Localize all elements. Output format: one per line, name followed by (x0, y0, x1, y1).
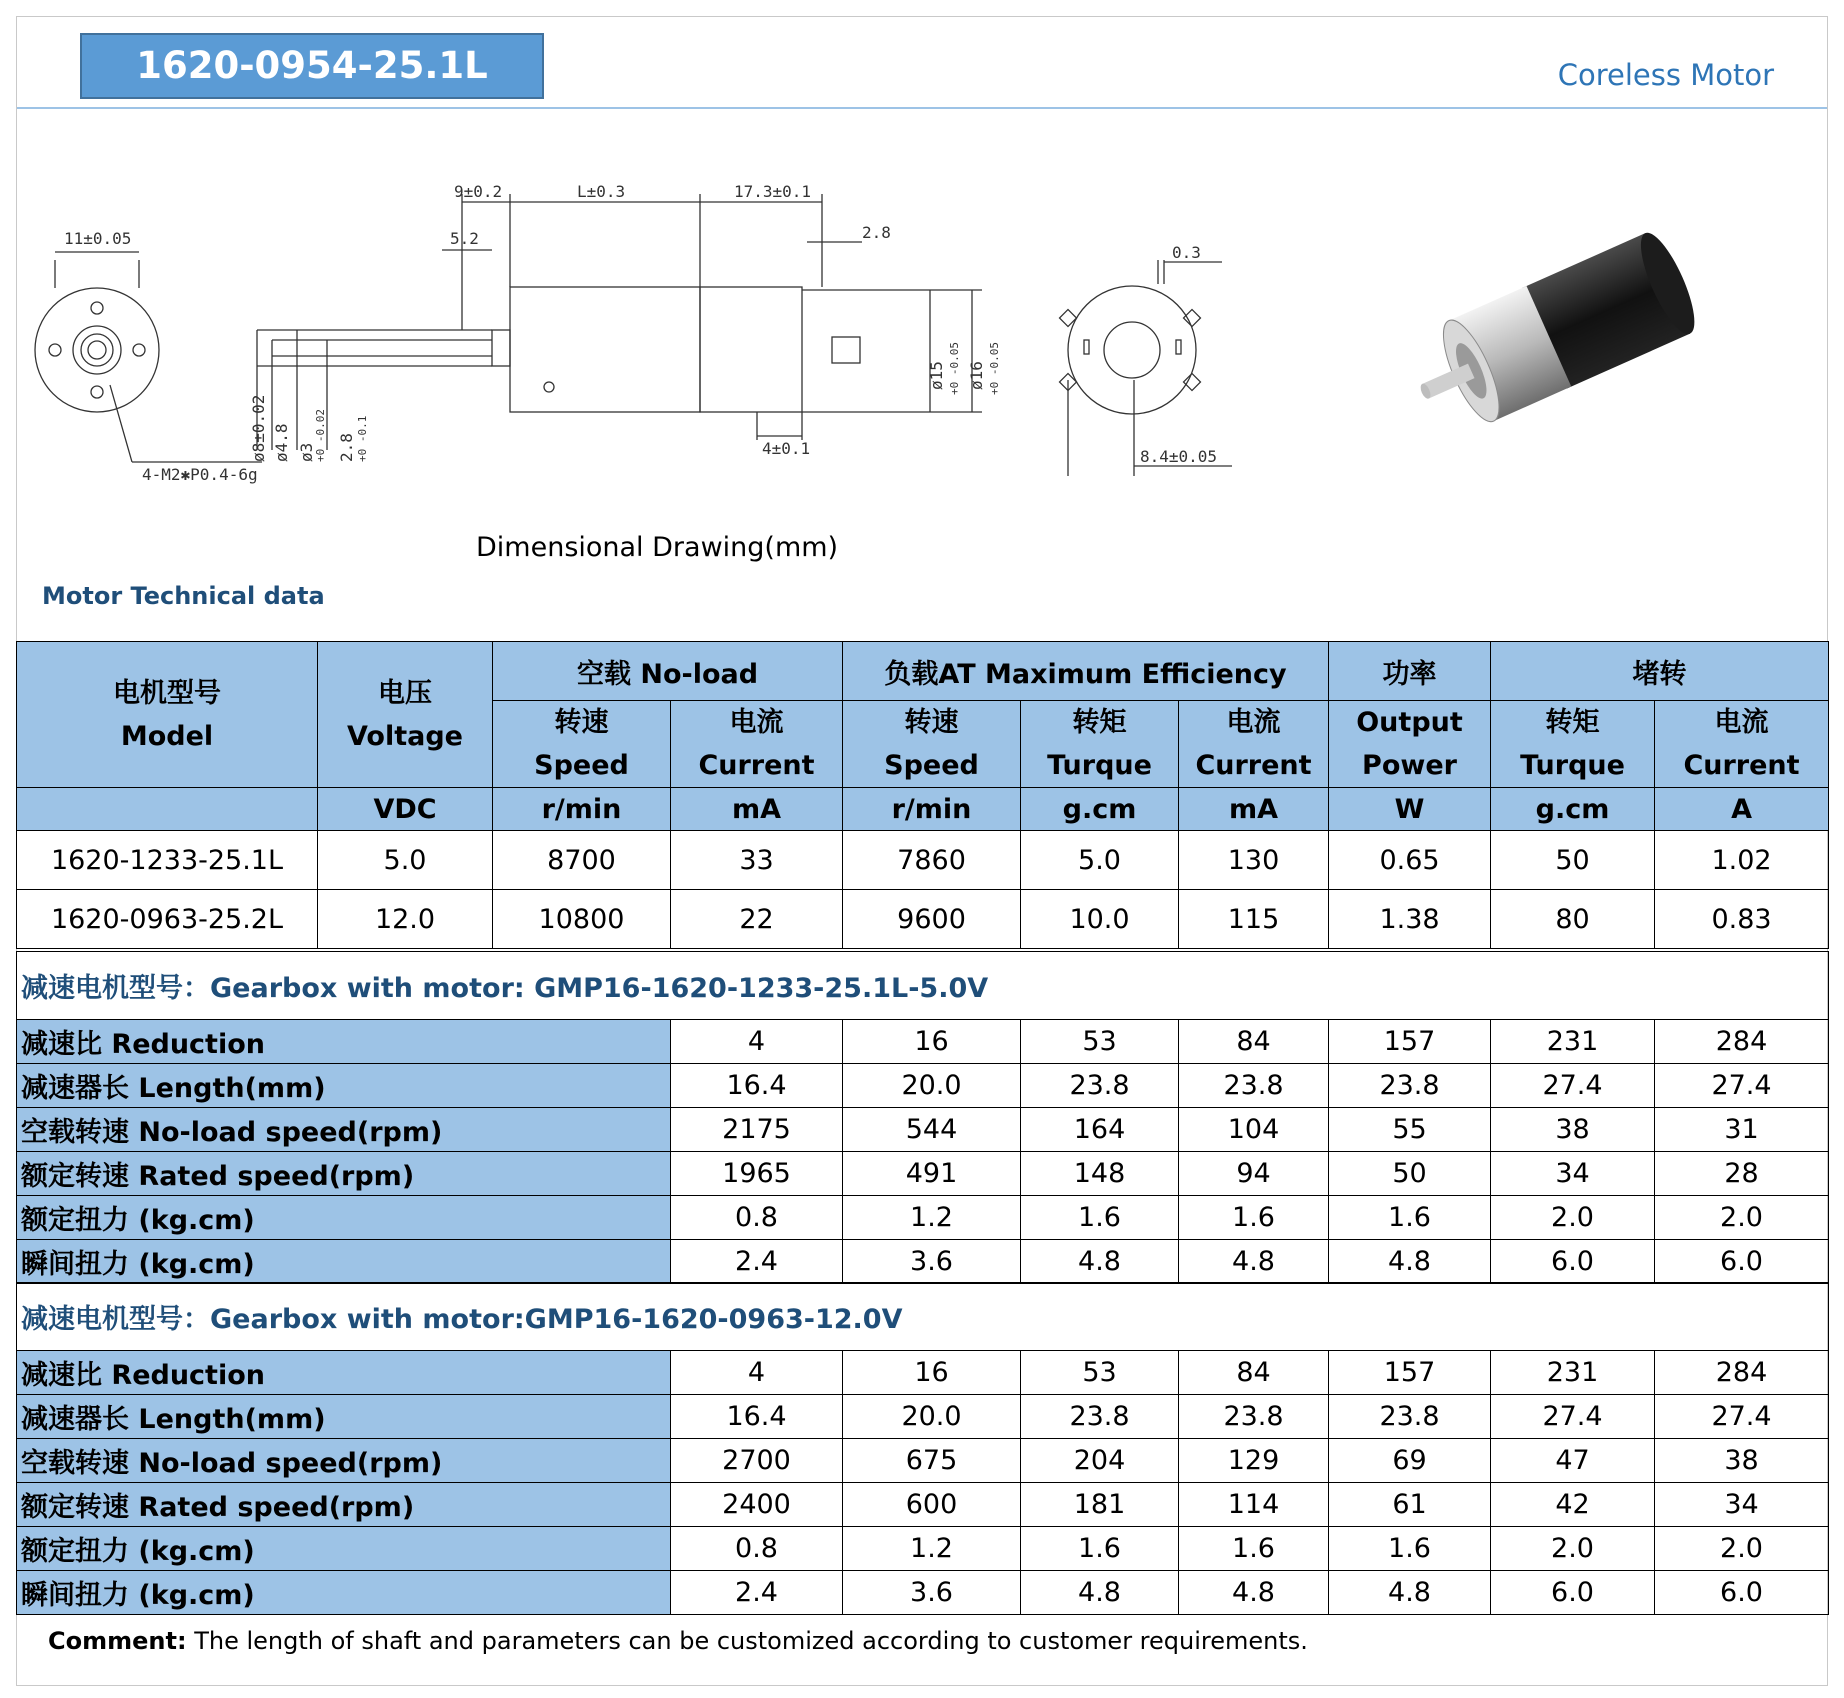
table-cell: 491 (843, 1152, 1021, 1196)
table-row (17, 831, 1829, 890)
table-cell: 55 (1329, 1108, 1491, 1152)
table-cell: 50 (1329, 1152, 1491, 1196)
header-divider (17, 107, 1827, 109)
table-cell: 84 (1179, 1351, 1329, 1395)
table-cell: 9600 (843, 890, 1021, 949)
dim-phi16-tol: +0 -0.05 (988, 342, 1001, 395)
table-cell: 16.4 (671, 1395, 843, 1439)
table-row (17, 1571, 1829, 1615)
row-label: 额定扭力 (kg.cm) (17, 1527, 671, 1571)
model-cell: 1620-0963-25.2L (17, 890, 318, 949)
table-cell: 164 (1021, 1108, 1179, 1152)
row-label: 额定转速 Rated speed(rpm) (17, 1152, 671, 1196)
table-cell: 4 (671, 1020, 843, 1064)
table-cell: 2.4 (671, 1571, 843, 1615)
table-cell: 181 (1021, 1483, 1179, 1527)
table-row (17, 1351, 1829, 1395)
header-voltage: 电压 Voltage (318, 642, 493, 788)
dim-11: 11±0.05 (64, 229, 132, 248)
table-cell: 23.8 (1179, 1064, 1329, 1108)
unit-cell: r/min (493, 788, 671, 831)
table-cell: 1.6 (1021, 1196, 1179, 1240)
dim-thread: 4-M2✱P0.4-6g (142, 465, 258, 484)
dim-5-2: 5.2 (450, 229, 479, 248)
header-me-current: 电流 Current (1179, 701, 1329, 788)
header-stall: 堵转 (1491, 642, 1829, 701)
table-cell: 31 (1655, 1108, 1829, 1152)
table-cell: 4.8 (1329, 1571, 1491, 1615)
table-cell: 115 (1179, 890, 1329, 949)
table-cell: 16.4 (671, 1064, 843, 1108)
unit-cell: r/min (843, 788, 1021, 831)
table-cell: 2.0 (1491, 1527, 1655, 1571)
table-cell: 10.0 (1021, 890, 1179, 949)
table-cell: 38 (1491, 1108, 1655, 1152)
comment (48, 1627, 1308, 1655)
dim-phi16: ø16 (967, 361, 986, 390)
row-label: 空载转速 No-load speed(rpm) (17, 1439, 671, 1483)
unit-cell: g.cm (1021, 788, 1179, 831)
header-st-current: 电流 Current (1655, 701, 1829, 788)
header-st-torque: 转矩 Turque (1491, 701, 1655, 788)
table-cell: 69 (1329, 1439, 1491, 1483)
table-cell: 7860 (843, 831, 1021, 890)
table-cell: 2.0 (1491, 1196, 1655, 1240)
table-cell: 20.0 (843, 1064, 1021, 1108)
table-cell: 10800 (493, 890, 671, 949)
table-cell: 3.6 (843, 1240, 1021, 1284)
header-nl-current: 电流 Current (671, 701, 843, 788)
table-cell: 38 (1655, 1439, 1829, 1483)
table-cell: 28 (1655, 1152, 1829, 1196)
table-cell: 16 (843, 1351, 1021, 1395)
dim-phi15: ø15 (927, 361, 946, 390)
motor-spec-table (16, 641, 1829, 949)
table-cell: 12.0 (318, 890, 493, 949)
table-cell: 53 (1021, 1351, 1179, 1395)
unit-cell: mA (671, 788, 843, 831)
table-row (17, 1527, 1829, 1571)
dim-2-8-b: 2.8 (337, 433, 356, 462)
unit-cell: g.cm (1491, 788, 1655, 831)
table-cell: 1.02 (1655, 831, 1829, 890)
dim-L: L±0.3 (577, 182, 626, 201)
front-view (35, 252, 262, 462)
table-cell: 4.8 (1179, 1571, 1329, 1615)
table-cell: 284 (1655, 1020, 1829, 1064)
table-cell: 2700 (671, 1439, 843, 1483)
table-cell: 20.0 (843, 1395, 1021, 1439)
table-cell: 1.6 (1179, 1196, 1329, 1240)
header-output-power: Output Power (1329, 701, 1491, 788)
header-nl-speed: 转速 Speed (493, 701, 671, 788)
dim-4: 4±0.1 (762, 439, 811, 458)
header-power: 功率 (1329, 642, 1491, 701)
table-cell: 6.0 (1655, 1240, 1829, 1284)
table-cell: 157 (1329, 1351, 1491, 1395)
header-me-speed: 转速 Speed (843, 701, 1021, 788)
row-label: 减速器长 Length(mm) (17, 1064, 671, 1108)
row-label: 减速器长 Length(mm) (17, 1395, 671, 1439)
dim-2-8-tol: +0 -0.1 (356, 415, 369, 462)
table-cell: 42 (1491, 1483, 1655, 1527)
table-cell: 3.6 (843, 1571, 1021, 1615)
table-row (17, 1439, 1829, 1483)
dim-2-8: 2.8 (862, 223, 891, 242)
table-cell: 8700 (493, 831, 671, 890)
dimensional-drawing (22, 180, 1262, 500)
table-cell: 1.6 (1329, 1527, 1491, 1571)
table-cell: 4.8 (1179, 1240, 1329, 1284)
table-cell: 34 (1655, 1483, 1829, 1527)
table-cell: 4 (671, 1351, 843, 1395)
row-label: 减速比 Reduction (17, 1020, 671, 1064)
table-cell: 50 (1491, 831, 1655, 890)
table-cell: 231 (1491, 1020, 1655, 1064)
table-cell: 675 (843, 1439, 1021, 1483)
table-row (17, 1064, 1829, 1108)
table-cell: 204 (1021, 1439, 1179, 1483)
table-cell: 33 (671, 831, 843, 890)
table-cell: 16 (843, 1020, 1021, 1064)
header-max-efficiency: 负载AT Maximum Efficiency (843, 642, 1329, 701)
table-cell: 23.8 (1021, 1395, 1179, 1439)
unit-cell: W (1329, 788, 1491, 831)
table-cell: 1.6 (1021, 1527, 1179, 1571)
table-cell: 2175 (671, 1108, 843, 1152)
table-cell: 34 (1491, 1152, 1655, 1196)
table-cell: 53 (1021, 1020, 1179, 1064)
table-row (17, 890, 1829, 949)
gearbox-caption-row (17, 1283, 1829, 1351)
table-row (17, 1152, 1829, 1196)
rear-view (1060, 260, 1232, 476)
row-label: 瞬间扭力 (kg.cm) (17, 1571, 671, 1615)
model-cell: 1620-1233-25.1L (17, 831, 318, 890)
table-cell: 0.65 (1329, 831, 1491, 890)
row-label: 额定转速 Rated speed(rpm) (17, 1483, 671, 1527)
dim-9: 9±0.2 (454, 182, 503, 201)
unit-cell: mA (1179, 788, 1329, 831)
table-cell: 157 (1329, 1020, 1491, 1064)
header-units-blank (17, 788, 318, 831)
table-cell: 1.38 (1329, 890, 1491, 949)
table-cell: 5.0 (318, 831, 493, 890)
table-cell: 2.4 (671, 1240, 843, 1284)
unit-cell: VDC (318, 788, 493, 831)
table-cell: 1.2 (843, 1196, 1021, 1240)
comment-text: The length of shaft and parameters can be customized according to customer requirements. (194, 1627, 1308, 1655)
table-cell: 1965 (671, 1152, 843, 1196)
table-cell: 2400 (671, 1483, 843, 1527)
gearbox-2-caption: 减速电机型号：Gearbox with motor:GMP16-1620-0963-12.0V (17, 1283, 1829, 1351)
dim-phi3: ø3 (297, 442, 316, 462)
table-row (17, 1020, 1829, 1064)
table-cell: 231 (1491, 1351, 1655, 1395)
table-cell: 27.4 (1655, 1064, 1829, 1108)
table-row (17, 1483, 1829, 1527)
row-label: 减速比 Reduction (17, 1351, 671, 1395)
table-row (17, 1196, 1829, 1240)
table-cell: 0.8 (671, 1527, 843, 1571)
table-cell: 27.4 (1491, 1064, 1655, 1108)
dim-phi15-tol: +0 -0.05 (948, 342, 961, 395)
table-cell: 4.8 (1021, 1571, 1179, 1615)
table-cell: 23.8 (1021, 1064, 1179, 1108)
table-cell: 27.4 (1655, 1395, 1829, 1439)
table-cell: 130 (1179, 831, 1329, 890)
table-cell: 148 (1021, 1152, 1179, 1196)
table-cell: 600 (843, 1483, 1021, 1527)
table-row (17, 1395, 1829, 1439)
table-cell: 6.0 (1491, 1240, 1655, 1284)
dim-phi4-8: ø4.8 (272, 423, 291, 462)
table-cell: 4.8 (1021, 1240, 1179, 1284)
table-cell: 94 (1179, 1152, 1329, 1196)
motor-photo (1390, 168, 1790, 468)
unit-cell: A (1655, 788, 1829, 831)
table-cell: 544 (843, 1108, 1021, 1152)
dim-17-3: 17.3±0.1 (734, 182, 812, 201)
drawing-caption: Dimensional Drawing(mm) (476, 532, 839, 563)
product-type-label: Coreless Motor (1557, 58, 1774, 92)
model-title: 1620-0954-25.1L (80, 33, 544, 99)
table-cell: 80 (1491, 890, 1655, 949)
row-label: 空载转速 No-load speed(rpm) (17, 1108, 671, 1152)
table-row (17, 1108, 1829, 1152)
table-cell: 129 (1179, 1439, 1329, 1483)
header-noload: 空载 No-load (493, 642, 843, 701)
table-cell: 84 (1179, 1020, 1329, 1064)
table-cell: 23.8 (1329, 1064, 1491, 1108)
dim-phi3-tol: +0 -0.02 (314, 409, 327, 462)
table-cell: 22 (671, 890, 843, 949)
header-model: 电机型号 Model (17, 642, 318, 788)
table-cell: 23.8 (1329, 1395, 1491, 1439)
dim-8-4: 8.4±0.05 (1140, 447, 1218, 466)
table-cell: 114 (1179, 1483, 1329, 1527)
table-cell: 4.8 (1329, 1240, 1491, 1284)
table-cell: 6.0 (1655, 1571, 1829, 1615)
dim-0-3: 0.3 (1172, 243, 1201, 262)
gearbox-1-caption: 减速电机型号：Gearbox with motor: GMP16-1620-1233-25.1L-5.0V (17, 952, 1829, 1020)
table-cell: 0.8 (671, 1196, 843, 1240)
header-me-torque: 转矩 Turque (1021, 701, 1179, 788)
table-cell: 284 (1655, 1351, 1829, 1395)
dim-phi8: ø8±0.02 (249, 394, 268, 462)
table-row (17, 1240, 1829, 1284)
motor-technical-data-title: Motor Technical data (42, 582, 325, 610)
gearbox-caption-row (17, 952, 1829, 1020)
gearbox-table-2 (16, 1282, 1829, 1615)
table-cell: 2.0 (1655, 1196, 1829, 1240)
table-cell: 47 (1491, 1439, 1655, 1483)
table-cell: 1.6 (1329, 1196, 1491, 1240)
table-cell: 61 (1329, 1483, 1491, 1527)
table-cell: 1.2 (843, 1527, 1021, 1571)
table-cell: 0.83 (1655, 890, 1829, 949)
table-cell: 23.8 (1179, 1395, 1329, 1439)
gearbox-table-1 (16, 951, 1829, 1284)
table-cell: 2.0 (1655, 1527, 1829, 1571)
row-label: 额定扭力 (kg.cm) (17, 1196, 671, 1240)
table-cell: 6.0 (1491, 1571, 1655, 1615)
comment-label: Comment: (48, 1627, 187, 1655)
row-label: 瞬间扭力 (kg.cm) (17, 1240, 671, 1284)
table-cell: 104 (1179, 1108, 1329, 1152)
table-cell: 1.6 (1179, 1527, 1329, 1571)
table-cell: 5.0 (1021, 831, 1179, 890)
table-cell: 27.4 (1491, 1395, 1655, 1439)
